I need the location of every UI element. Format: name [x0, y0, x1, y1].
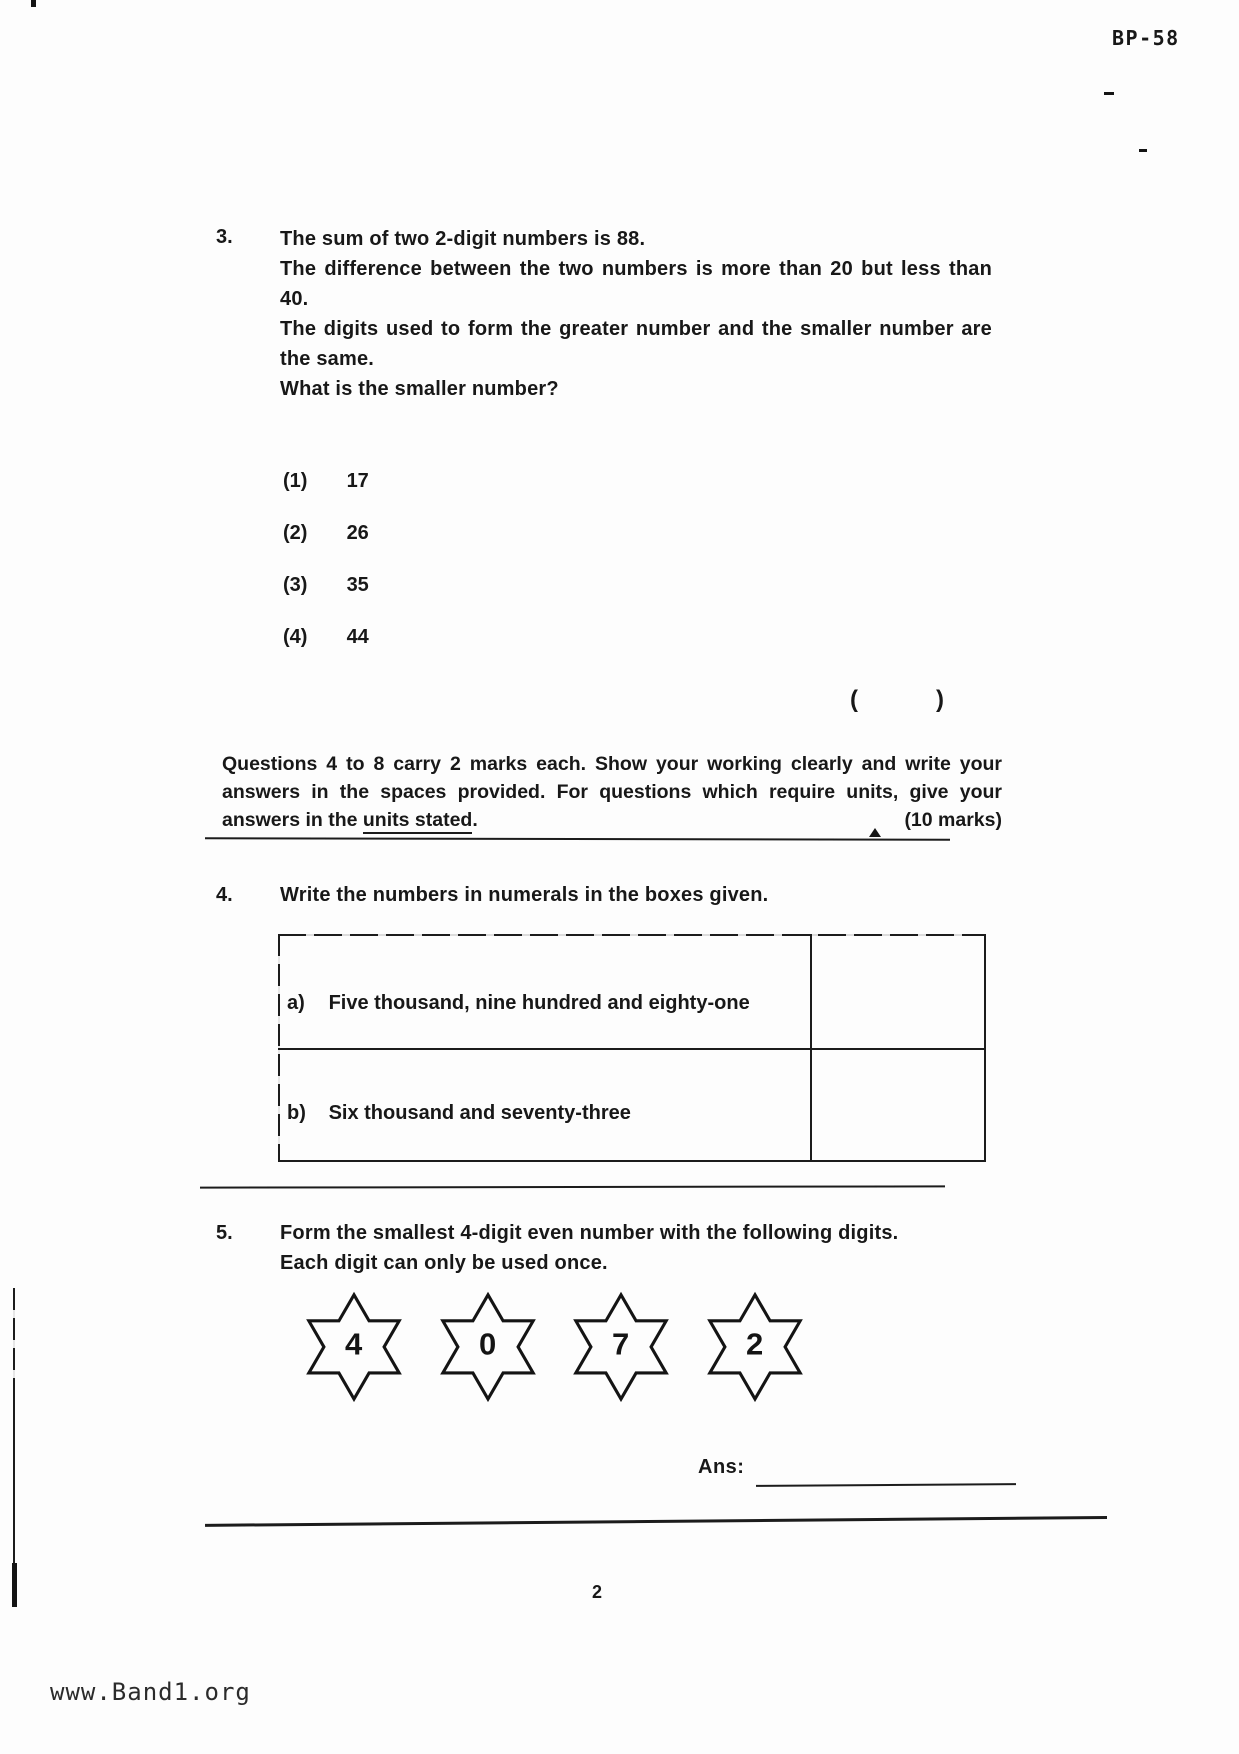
question4-answer-table	[278, 934, 986, 1162]
answer-label: Ans:	[698, 1456, 745, 1478]
answer-box-a	[810, 934, 984, 1048]
row-text: Five thousand, nine hundred and eighty-one	[328, 992, 750, 1014]
scan-artifact-left-edge-thick	[12, 1563, 17, 1607]
star-digits-group	[306, 1288, 806, 1404]
option-row-2	[283, 522, 369, 545]
bracket-close: )	[936, 686, 944, 713]
instructions-line3-text: answers in the	[222, 809, 363, 831]
row-label: b)	[287, 1102, 306, 1124]
section-divider	[200, 1185, 945, 1188]
bracket-open: (	[850, 686, 858, 713]
question4-prompt: Write the numbers in numerals in the boxes given.	[280, 884, 769, 906]
option-row-3	[283, 574, 369, 597]
question3-line: The sum of two 2-digit numbers is 88.	[280, 228, 646, 250]
table-row-a	[287, 992, 750, 1015]
question5-prompt-line2: Each digit can only be used once.	[280, 1252, 608, 1274]
question3-line: What is the smaller number?	[280, 378, 559, 400]
scan-artifact-triangle	[869, 828, 881, 837]
option-label: (3)	[283, 574, 308, 596]
page-number: 2	[592, 1582, 603, 1602]
option-row-4	[283, 626, 369, 649]
row-text: Six thousand and seventy-three	[328, 1102, 631, 1124]
table-border-bottom	[278, 1160, 986, 1162]
question3-line: The difference between the two numbers is more than 20 but less than	[280, 258, 992, 280]
section-divider	[205, 837, 950, 841]
answer-box-b	[810, 1048, 984, 1160]
scan-artifact-dash	[1104, 92, 1114, 95]
option-value: 26	[346, 522, 369, 544]
question4-number: 4.	[216, 884, 233, 906]
question5-number: 5.	[216, 1222, 233, 1244]
page-code: BP-58	[1112, 26, 1180, 50]
scan-artifact-dash	[1139, 149, 1147, 152]
answer-bracket	[850, 686, 944, 714]
question5-prompt-line1: Form the smallest 4-digit even number with the following digits.	[280, 1222, 899, 1244]
instructions-line	[222, 806, 1002, 834]
option-value: 35	[346, 574, 369, 596]
star-digit-shape	[573, 1288, 669, 1404]
star-digit-shape	[707, 1288, 803, 1404]
option-label: (2)	[283, 522, 308, 544]
answer-blank-line	[756, 1483, 1016, 1487]
question3-line: 40.	[280, 288, 309, 310]
star-digit: 7	[612, 1326, 630, 1362]
star-digit: 2	[746, 1326, 764, 1362]
star-digit-shape	[440, 1288, 536, 1404]
table-row-b	[287, 1102, 631, 1125]
question3-number: 3.	[216, 226, 233, 248]
instructions-line: Questions 4 to 8 carry 2 marks each. Show your working clearly and write your	[222, 753, 1002, 775]
instructions-underlined-text: units stated	[363, 806, 472, 834]
section-b-instructions	[222, 750, 1002, 834]
option-label: (4)	[283, 626, 308, 648]
option-row-1	[283, 470, 369, 493]
marks-label: (10 marks)	[904, 809, 1002, 831]
question3-line: The digits used to form the greater number and the smaller number are	[280, 318, 992, 340]
star-digit-shape	[306, 1288, 402, 1404]
scan-artifact-tick	[31, 0, 36, 7]
instructions-line3-period: .	[472, 809, 478, 831]
star-digit: 0	[479, 1326, 497, 1362]
question3-text	[280, 224, 992, 404]
instructions-line: answers in the spaces provided. For questions which require units, give your	[222, 781, 1002, 803]
star-digit: 4	[345, 1326, 363, 1362]
question3-line: the same.	[280, 348, 375, 370]
option-value: 44	[346, 626, 369, 648]
option-value: 17	[346, 470, 369, 492]
watermark: www.Band1.org	[50, 1678, 251, 1706]
footer-rule	[205, 1516, 1107, 1527]
scan-artifact-left-edge-solid	[13, 1378, 15, 1565]
row-label: a)	[287, 992, 305, 1014]
scan-artifact-left-edge-dashed	[13, 1288, 15, 1380]
option-label: (1)	[283, 470, 308, 492]
